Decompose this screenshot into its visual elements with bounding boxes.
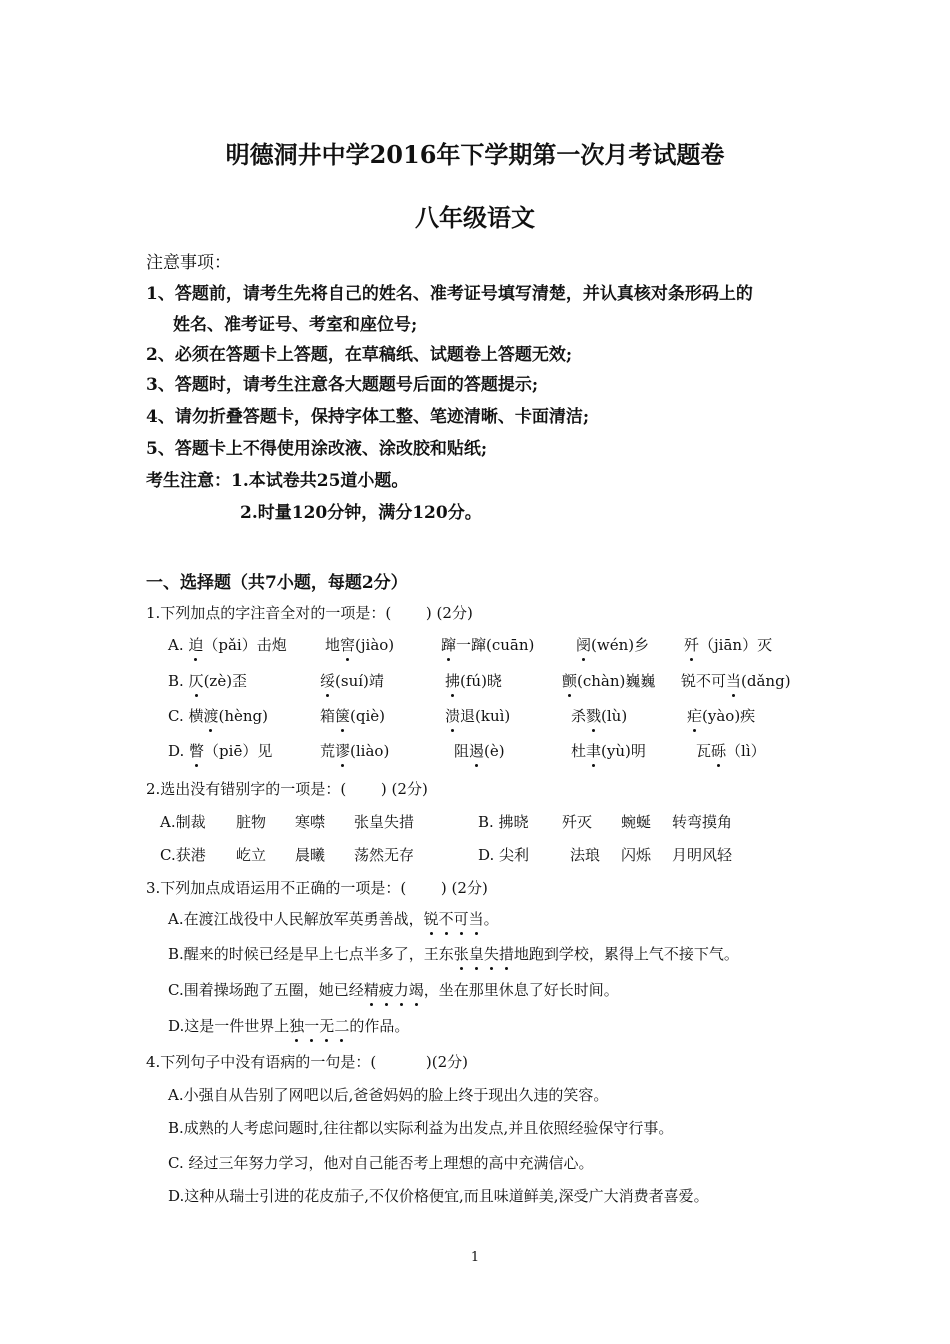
option-word: C.获港: [160, 846, 206, 864]
option-cell: 杜聿(yù)明: [571, 742, 646, 760]
option-cell: B. 仄(zè)歪: [168, 672, 248, 690]
option-word: 闪烁: [621, 846, 652, 864]
candidate-notice: [146, 466, 408, 491]
option-cell: 地窖(jiào): [325, 636, 395, 654]
page-number: 1: [470, 1250, 480, 1265]
section-1-title: 一、选择题（共7小题，每题2分）: [146, 573, 408, 593]
notice-item-1: 1、答题前，请考生先将自己的姓名、准考证号填写清楚，并认真核对条形码上的: [146, 284, 753, 304]
question-1-stem: 1.下列加点的字注音全对的一项是：( ) (2分): [146, 604, 473, 622]
option-word: 寒噤: [295, 813, 326, 831]
option-word: D. 尖利: [478, 846, 530, 864]
page-subtitle: 八年级语文: [415, 203, 535, 232]
option-cell: 荒谬(liào): [320, 742, 390, 760]
page-title: 明德洞井中学2016年下学期第一次月考试题卷: [225, 140, 725, 169]
notice-item-2: 2、必须在答题卡上答题，在草稿纸、试题卷上答题无效;: [146, 345, 573, 365]
candidate-note-1: 1.本试卷共25道小题。: [231, 471, 409, 491]
option-cell: 杀戮(lù): [571, 707, 628, 725]
question-3-option-d: D.这是一件世界上独一无二的作品。: [168, 1017, 410, 1035]
option-cell: 阌(wén)乡: [576, 636, 650, 654]
option-word: 张皇失措: [354, 813, 415, 831]
dotted-idiom: 独一无二: [289, 1017, 350, 1035]
dotted-idiom: 张皇失措: [453, 945, 514, 963]
question-2-stem: 2.选出没有错别字的一项是：( ) (2分): [146, 780, 428, 798]
dotted-idiom: 精疲力竭: [363, 981, 424, 999]
option-cell: 拂(fú)晓: [445, 672, 502, 690]
dotted-idiom: 锐不可当: [423, 910, 484, 928]
candidate-label: 考生注意：: [146, 471, 231, 491]
option-word: B. 拂晓: [478, 813, 529, 831]
option-word: 转弯摸角: [672, 813, 733, 831]
option-cell: 阻遏(è): [454, 742, 505, 760]
option-cell: C. 横渡(hèng): [168, 707, 269, 725]
option-word: 歼灭: [562, 813, 593, 831]
option-word: 晨曦: [295, 846, 326, 864]
question-4-option-b: B.成熟的人考虑问题时,往往都以实际利益为出发点,并且依照经验保守行事。: [168, 1119, 674, 1137]
option-word: 蜿蜒: [621, 813, 652, 831]
option-cell: 箱箧(qiè): [320, 707, 386, 725]
option-cell: A. 迫（pǎi）击炮: [168, 636, 287, 654]
option-cell: 锐不可当(dǎng): [681, 672, 791, 690]
option-word: A.制裁: [160, 813, 206, 831]
question-3-option-a: A.在渡江战役中人民解放军英勇善战，锐不可当。: [168, 910, 499, 928]
question-4-option-c: C. 经过三年努力学习，他对自己能否考上理想的高中充满信心。: [168, 1154, 594, 1172]
option-cell: 绥(suí)靖: [320, 672, 384, 690]
option-cell: D. 瞥（piē）见: [168, 742, 273, 760]
notice-item-1-cont: 姓名、准考证号、考室和座位号;: [173, 315, 418, 335]
option-word: 法琅: [570, 846, 601, 864]
option-cell: 溃退(kuì): [445, 707, 511, 725]
question-3-option-c: C.围着操场跑了五圈，她已经精疲力竭，坐在那里休息了好长时间。: [168, 981, 619, 999]
question-4-option-a: A.小强自从告别了网吧以后,爸爸妈妈的脸上终于现出久违的笑容。: [168, 1086, 609, 1104]
option-cell: 疟(yào)疾: [687, 707, 756, 725]
notice-item-5: 5、答题卡上不得使用涂改液、涂改胶和贴纸;: [146, 439, 488, 459]
option-cell: 颤(chàn)巍巍: [562, 672, 656, 690]
option-word: 脏物: [236, 813, 267, 831]
notice-heading: 注意事项：: [146, 253, 231, 273]
candidate-note-2: 2.时量120分钟，满分120分。: [240, 503, 482, 523]
question-3-option-b: B.醒来的时候已经是早上七点半多了，王东张皇失措地跑到学校，累得上气不接下气。: [168, 945, 739, 963]
option-cell: 歼（jiān）灭: [684, 636, 773, 654]
option-word: 月明风轻: [672, 846, 733, 864]
option-word: 屹立: [236, 846, 267, 864]
question-4-option-d: D.这种从瑞士引进的花皮茄子,不仅价格便宜,而且味道鲜美,深受广大消费者喜爱。: [168, 1187, 709, 1205]
question-4-stem: 4.下列句子中没有语病的一句是：( )(2分): [146, 1053, 469, 1071]
notice-item-4: 4、请勿折叠答题卡，保持字体工整、笔迹清晰、卡面清洁;: [146, 407, 590, 427]
option-word: 荡然无存: [354, 846, 415, 864]
option-cell: 蹿一蹿(cuān): [441, 636, 535, 654]
option-cell: 瓦砾（lì）: [696, 742, 766, 760]
question-3-stem: 3.下列加点成语运用不正确的一项是：( ) (2分): [146, 879, 488, 897]
notice-item-3: 3、答题时，请考生注意各大题题号后面的答题提示;: [146, 375, 539, 395]
